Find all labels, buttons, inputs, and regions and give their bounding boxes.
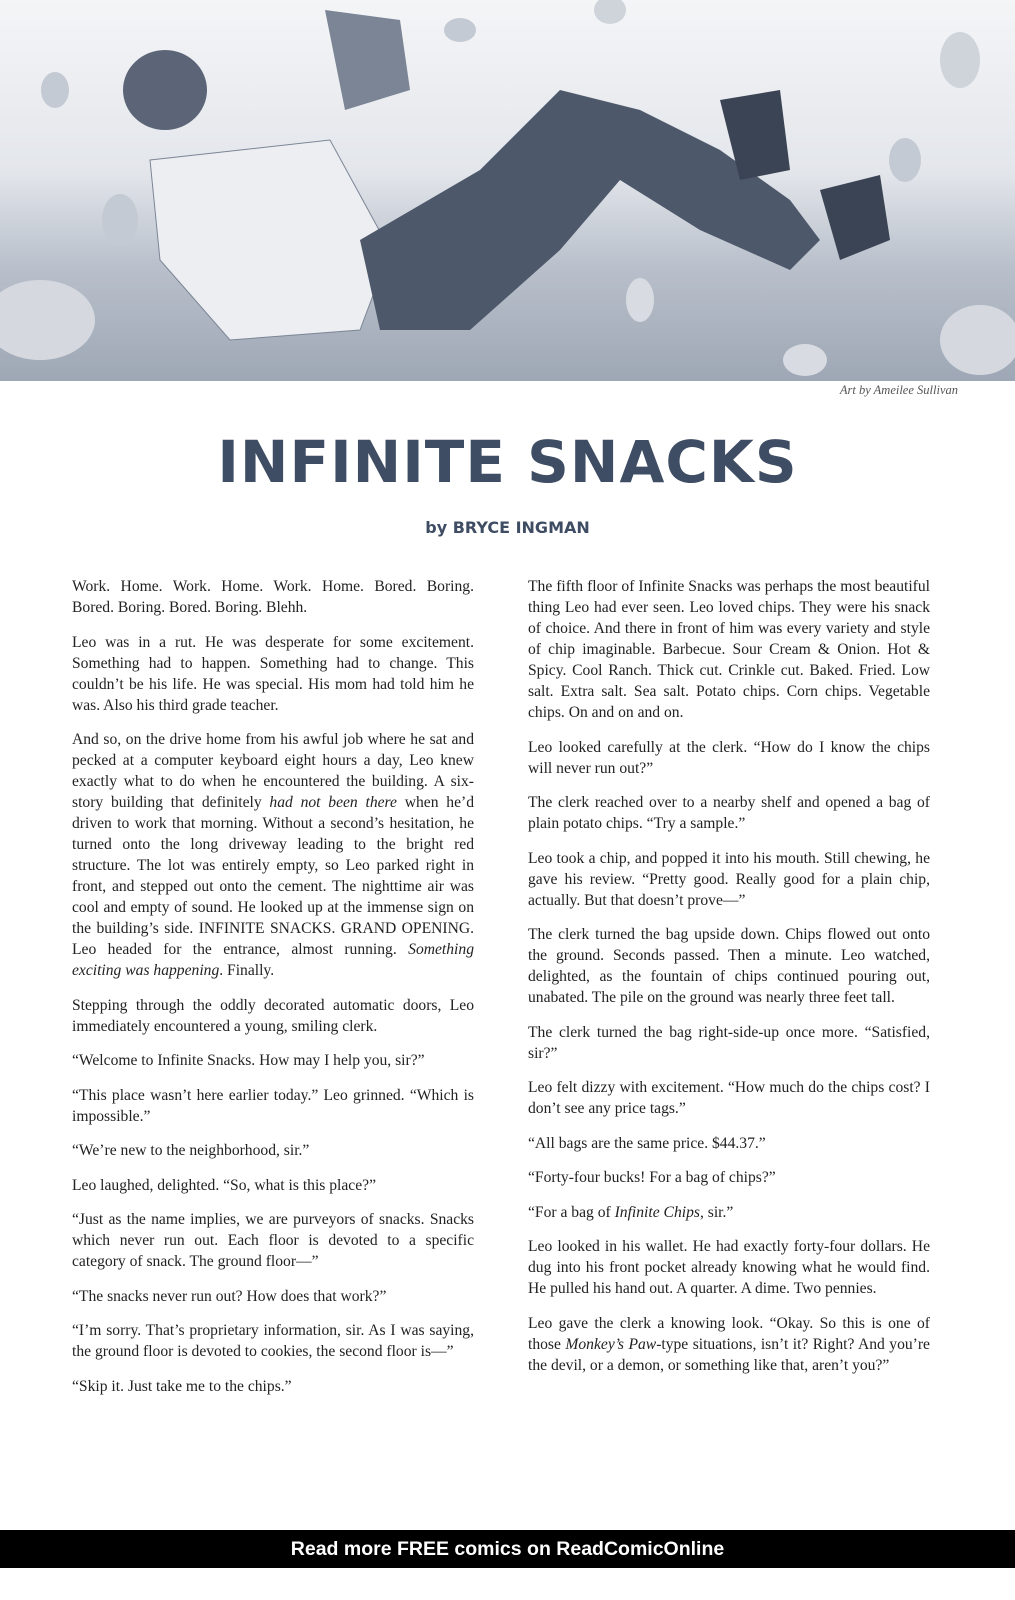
italic-text: had not been there <box>269 794 397 811</box>
paragraph <box>528 1077 930 1119</box>
text-segment: The clerk turned the bag upside down. Chips flowed out onto the ground. Seconds passed. Then a minute. Leo watched, delighted, as the fountain of chips continued pouring out, unabated. The pile on the ground was nearly three feet tall. <box>528 926 930 1006</box>
right-column <box>528 576 930 1389</box>
text-segment: Stepping through the oddly decorated automatic doors, Leo immediately encountered a young, smiling clerk. <box>72 996 474 1035</box>
paragraph <box>72 1175 474 1196</box>
paragraph <box>528 792 930 834</box>
text-segment: Leo took a chip, and popped it into his mouth. Still chewing, he gave his review. “Pretty good. Really good for a plain chip, actually. But that doesn’t prove—” <box>528 849 930 909</box>
text-segment: , sir.” <box>699 1203 734 1221</box>
paragraph <box>72 1050 474 1071</box>
paragraph <box>72 576 474 618</box>
paragraph <box>528 737 930 779</box>
paragraph <box>528 1313 930 1376</box>
paragraph <box>528 1202 930 1223</box>
text-segment: . Finally. <box>219 962 275 979</box>
paragraph <box>72 1286 474 1307</box>
text-segment: Leo felt dizzy with excitement. “How much do the chips cost? I don’t see any price tags.” <box>528 1079 930 1117</box>
text-segment: The clerk reached over to a nearby shelf and opened a bag of plain potato chips. “Try a sample.” <box>528 794 930 832</box>
text-segment: “All bags are the same price. $44.37.” <box>528 1134 766 1152</box>
paragraph <box>528 848 930 911</box>
paragraph <box>72 1140 474 1161</box>
paragraph <box>528 1133 930 1154</box>
text-segment: “I’m sorry. That’s proprietary information, sir. As I was saying, the ground floor is devoted to cookies, the second floor is—” <box>72 1322 474 1360</box>
text-segment: when he’d driven to work that morning. Without a second’s hesitation, he turned onto the long driveway leading to the bright red structure. The lot was entirely empty, so Leo parked right in front, and stepped out onto the cement. The nighttime air was cool and empty of sound. He looked up at the immense sign on the building’s side. INFINITE SNACKS. GRAND OPENING. Leo headed for the entrance, almost running. <box>72 794 475 958</box>
text-segment: Leo gave the clerk a knowing look. “Okay. So this is one of those <box>528 1314 930 1353</box>
text-segment: Work. Home. Work. Home. Work. Home. Bored. Boring. Bored. Boring. Bored. Boring. Blehh. <box>72 578 474 616</box>
header-illustration <box>0 0 1015 381</box>
text-segment: The fifth floor of Infinite Snacks was perhaps the most beautiful thing Leo had ever seen. Leo loved chips. They were his snack of choice. And there in front of him was every variety and style of chip imaginable. Barbecue. Sour Cream & Onion. Hot & Spicy. Cool Ranch. Thick cut. Crinkle cut. Baked. Fried. Low salt. Extra salt. Sea salt. Potato chips. Corn chips. Vegetable chips. On and on and on. <box>528 578 930 721</box>
paragraph <box>72 1376 474 1397</box>
text-segment: “The snacks never run out? How does that work?” <box>72 1287 387 1305</box>
paragraph <box>72 995 474 1037</box>
text-segment: Leo looked carefully at the clerk. “How do I know the chips will never run out?” <box>528 738 930 777</box>
italic-text: Monkey’s Paw <box>565 1335 657 1353</box>
text-segment: Leo laughed, delighted. “So, what is this place?” <box>72 1176 376 1194</box>
text-segment: “Just as the name implies, we are purveyors of snacks. Snacks which never run out. Each floor is devoted to a specific category of snack. The ground floor—” <box>72 1211 474 1270</box>
footer-banner[interactable] <box>0 1530 1015 1568</box>
text-segment: -type situations, isn’t it? Right? And you’re the devil, or a demon, or something like that, aren’t you?” <box>528 1335 930 1374</box>
paragraph <box>72 1085 474 1127</box>
paragraph <box>528 1167 930 1188</box>
paragraph <box>72 729 474 981</box>
text-segment: “For a bag of <box>528 1203 615 1221</box>
paragraph <box>528 924 930 1008</box>
floating-man-illustration <box>0 0 1015 381</box>
left-column <box>72 576 474 1410</box>
story-title: INFINITE SNACKS <box>217 428 798 496</box>
text-segment: The clerk turned the bag right-side-up once more. “Satisfied, sir?” <box>528 1023 930 1062</box>
paragraph <box>72 632 474 716</box>
italic-text: Infinite Chips <box>614 1203 700 1221</box>
text-segment: Leo looked in his wallet. He had exactly forty-four dollars. He dug into his front pocket already knowing what he would find. He pulled his hand out. A quarter. A dime. Two pennies. <box>528 1238 930 1297</box>
italic-text: Something exciting was happening <box>72 941 474 979</box>
footer-link[interactable]: Read more FREE comics on ReadComicOnline <box>290 1538 725 1560</box>
byline: by BRYCE INGMAN <box>425 518 590 537</box>
paragraph <box>72 1320 474 1362</box>
paragraph <box>528 576 930 723</box>
text-segment: “This place wasn’t here earlier today.” Leo grinned. “Which is impossible.” <box>72 1086 474 1125</box>
text-segment: “Welcome to Infinite Snacks. How may I help you, sir?” <box>72 1052 425 1069</box>
text-segment: “Forty-four bucks! For a bag of chips?” <box>528 1169 776 1186</box>
text-segment: Leo was in a rut. He was desperate for some excitement. Something had to happen. Something had to change. This couldn’t be his life. He was special. His mom had told him he was. Also his third grade teacher. <box>72 633 474 714</box>
paragraph <box>528 1236 930 1299</box>
art-credit: Art by Ameilee Sullivan <box>839 383 958 397</box>
text-segment: “We’re new to the neighborhood, sir.” <box>72 1142 310 1159</box>
text-segment: “Skip it. Just take me to the chips.” <box>72 1377 292 1395</box>
paragraph <box>528 1022 930 1064</box>
paragraph <box>72 1209 474 1272</box>
text-segment: And so, on the drive home from his awful job where he sat and pecked at a computer keyboard eight hours a day, Leo knew exactly what to do when he encountered the building. A six-story building that definitely <box>72 731 474 811</box>
